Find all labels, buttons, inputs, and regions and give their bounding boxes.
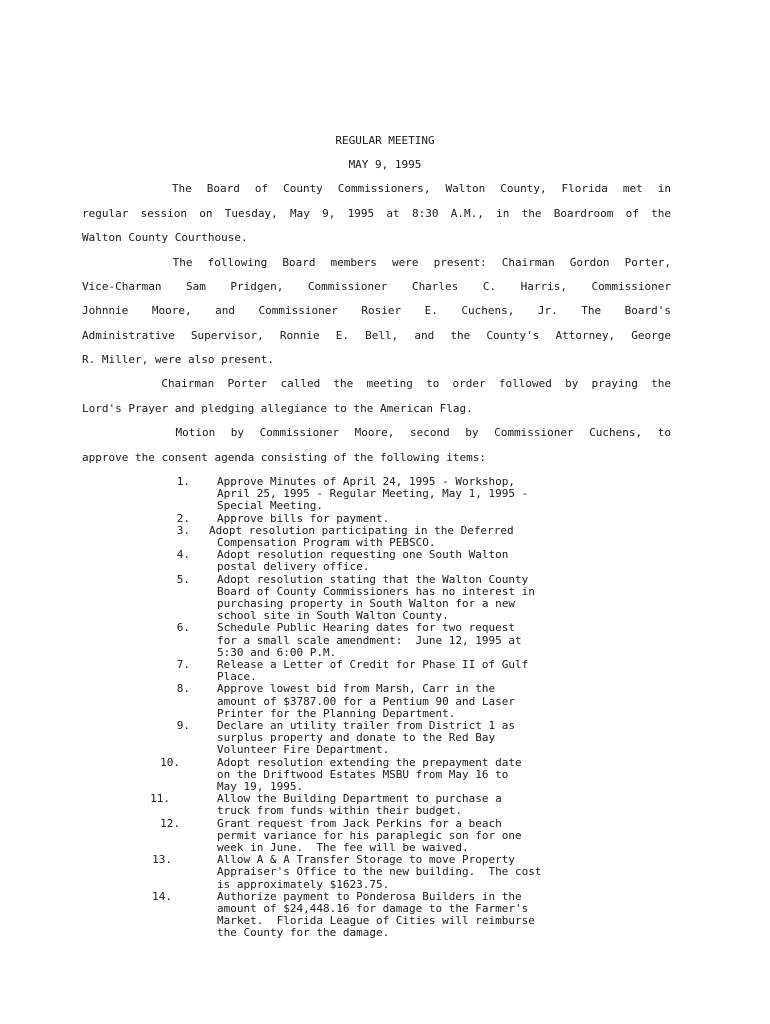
consent-item-number: 5.: [176, 572, 190, 586]
consent-item-text: Board of County Commissioners has no interest in: [217, 584, 535, 598]
meeting-date: MAY 9, 1995: [348, 158, 422, 171]
consent-item-number: 6.: [176, 621, 190, 635]
consent-item-number: 8.: [176, 682, 190, 696]
consent-item-text: on the Driftwood Estates MSBU from May 16 to: [217, 767, 509, 781]
paragraph-line: Johnnie Moore, and Commissioner Rosier E. Cuchens, Jr. The Board's: [82, 304, 671, 317]
consent-item-text: Approve Minutes of April 24, 1995 - Workshop,: [217, 475, 516, 488]
paragraph-line: Motion by Commissioner Moore, second by Commissioner Cuchens, to: [82, 426, 671, 439]
paragraph-line: Walton County Courthouse.: [82, 231, 248, 244]
consent-item-text: Adopt resolution requesting one South Walton: [217, 548, 509, 562]
consent-item-text: Adopt resolution participating in the Deferred: [209, 523, 514, 537]
paragraph-line: The following Board members were present: Chairman Gordon Porter,: [82, 256, 671, 269]
consent-item-text: Grant request from Jack Perkins for a beach: [217, 816, 502, 830]
consent-item-text: Adopt resolution stating that the Walton County: [217, 572, 529, 586]
consent-item-number: 2.: [176, 511, 190, 525]
consent-item-text: Appraiser's Office to the new building. The cost: [217, 865, 542, 879]
paragraph-line: Chairman Porter called the meeting to order followed by praying the: [82, 377, 671, 390]
consent-item-text: Release a Letter of Credit for Phase II of Gulf: [217, 658, 529, 671]
consent-item-text: is approximately $1623.75.: [217, 877, 390, 891]
consent-item-text: Allow the Building Department to purchase a: [217, 792, 502, 806]
consent-item-text: purchasing property in South Walton for a new: [217, 597, 516, 610]
paragraph-line: Vice-Charman Sam Pridgen, Commissioner Charles C. Harris, Commissioner: [82, 280, 671, 293]
consent-item-text: Adopt resolution extending the prepayment date: [217, 755, 522, 769]
consent-item-text: Authorize payment to Ponderosa Builders in the: [217, 889, 522, 903]
consent-item-number: 4.: [176, 548, 190, 562]
consent-item-number: 12.: [160, 816, 180, 830]
paragraph-line: R. Miller, were also present.: [82, 353, 275, 366]
consent-item-number: 3.: [176, 523, 190, 537]
consent-item-text: April 25, 1995 - Regular Meeting, May 1, 1995 -: [217, 487, 529, 501]
consent-item-text: week in June. The fee will be waived.: [217, 841, 469, 854]
consent-item-text: Approve lowest bid from Marsh, Carr in the: [217, 682, 496, 696]
consent-item-text: Volunteer Fire Department.: [217, 743, 390, 757]
consent-item-text: school site in South Walton County.: [217, 609, 449, 623]
consent-item-text: permit variance for his paraplegic son for one: [217, 828, 522, 842]
paragraph-line: approve the consent agenda consisting of the following items:: [82, 451, 486, 464]
consent-item-text: postal delivery office.: [217, 560, 370, 574]
consent-item-number: 11.: [150, 792, 170, 806]
consent-item-text: Approve bills for payment.: [217, 511, 390, 525]
consent-item-number: 1.: [176, 475, 190, 488]
meeting-title: REGULAR MEETING: [335, 134, 435, 147]
paragraph-line: Lord's Prayer and pledging allegiance to the American Flag.: [82, 402, 473, 415]
consent-item-text: Printer for the Planning Department.: [217, 706, 456, 720]
consent-item-number: 10.: [160, 755, 180, 769]
consent-item-number: 9.: [176, 719, 190, 732]
consent-item-text: for a small scale amendment: June 12, 1995 at: [217, 633, 522, 647]
consent-item-text: amount of $24,448.16 for damage to the Farmer's: [217, 902, 529, 915]
paragraph-line: The Board of County Commissioners, Walton County, Florida met in: [82, 182, 671, 195]
paragraph-line: Administrative Supervisor, Ronnie E. Bell, and the County's Attorney, George: [82, 329, 671, 342]
consent-item-text: 5:30 and 6:00 P.M.: [217, 645, 337, 659]
consent-item-number: 14.: [152, 889, 172, 903]
consent-item-text: Special Meeting.: [217, 499, 323, 513]
paragraph-line: regular session on Tuesday, May 9, 1995 at 8:30 A.M., in the Boardroom of the: [82, 207, 671, 220]
consent-item-text: amount of $3787.00 for a Pentium 90 and Laser: [217, 694, 516, 708]
consent-item-text: Market. Florida League of Cities will reimburse: [217, 914, 535, 928]
consent-item-number: 13.: [152, 853, 172, 867]
consent-item-text: Place.: [217, 670, 257, 684]
consent-item-text: surplus property and donate to the Red Bay: [217, 731, 496, 745]
consent-item-text: May 19, 1995.: [217, 780, 304, 793]
consent-item-text: Schedule Public Hearing dates for two request: [217, 621, 516, 635]
consent-item-text: Compensation Program with PEBSCO.: [217, 536, 436, 549]
consent-item-text: Declare an utility trailer from District 1 as: [217, 719, 516, 732]
consent-item-text: the County for the damage.: [217, 926, 390, 940]
consent-item-number: 7.: [176, 658, 190, 671]
consent-item-text: truck from funds within their budget.: [217, 804, 463, 818]
consent-item-text: Allow A & A Transfer Storage to move Property: [217, 853, 516, 867]
